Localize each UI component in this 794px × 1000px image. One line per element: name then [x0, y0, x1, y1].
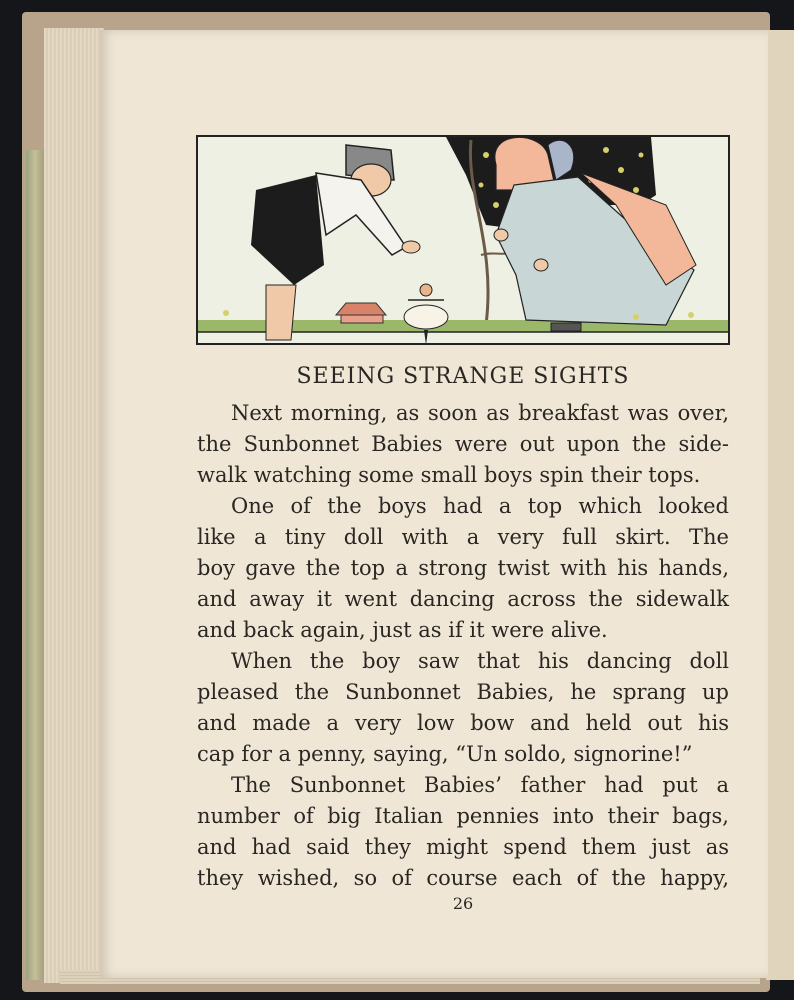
- text-line: cap for a penny, saying, “Un soldo, signorine!”: [197, 742, 693, 766]
- page-number: 26: [452, 894, 474, 913]
- text-line: like a tiny doll with a very full skirt. The: [197, 525, 729, 549]
- text-line: number of big Italian pennies into their bags,: [197, 804, 729, 828]
- text-line: One of the boys had a top which looked: [231, 494, 729, 518]
- text-line: and had said they might spend them just as: [197, 835, 729, 859]
- page-edge-right: [766, 30, 794, 980]
- text-line: Next morning, as soon as breakfast was over,: [231, 401, 729, 425]
- text-line: pleased the Sunbonnet Babies, he sprang up: [197, 680, 729, 704]
- cloth-spine: [26, 150, 44, 980]
- chapter-title: SEEING STRANGE SIGHTS: [296, 364, 630, 389]
- text-line: and away it went dancing across the sidewalk: [197, 587, 729, 611]
- body-text: [197, 398, 729, 894]
- text-line: the Sunbonnet Babies were out upon the side-: [197, 432, 729, 456]
- text-line: boy gave the top a strong twist with his hands,: [197, 556, 729, 580]
- text-line: they wished, so of course each of the happy,: [197, 866, 729, 890]
- text-line: The Sunbonnet Babies’ father had put a: [231, 773, 729, 797]
- text-line: walk watching some small boys spin their tops.: [197, 463, 701, 487]
- text-line: and made a very low bow and held out his: [197, 711, 729, 735]
- illustration-boy-spinning-doll-top: [196, 135, 730, 345]
- text-line: When the boy saw that his dancing doll: [231, 649, 729, 673]
- page-edges-left: [44, 28, 104, 983]
- text-line: and back again, just as if it were alive.: [197, 618, 608, 642]
